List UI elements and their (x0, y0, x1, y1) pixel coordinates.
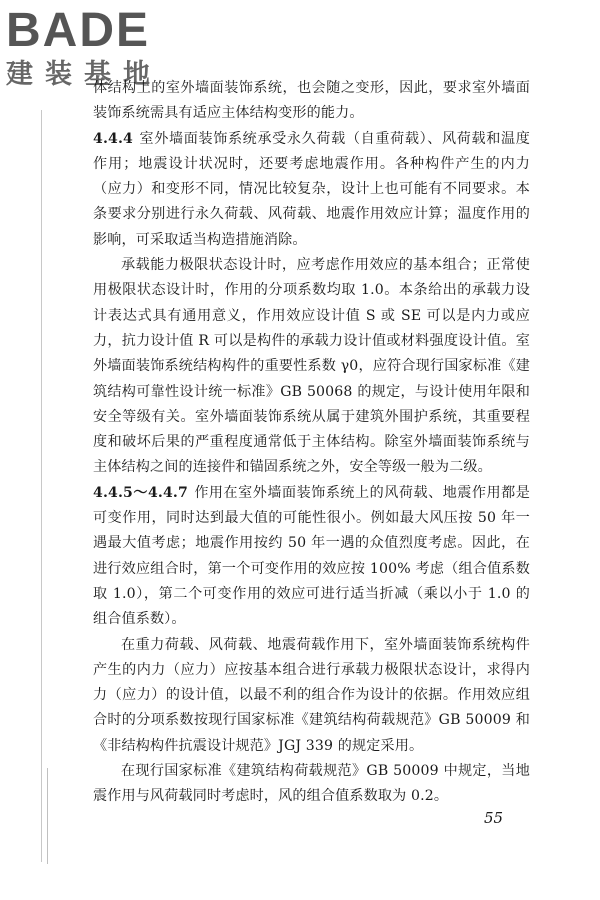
paragraph-text: 在现行国家标准《建筑结构荷载规范》GB 50009 中规定，当地震作用与风荷载同时考虑时，风的组合值系数取为 0.2。 (93, 763, 530, 805)
logo-brand-text: BADE (6, 4, 151, 57)
paragraph-load-combination (93, 633, 530, 759)
logo-subtitle: 建装基地 (6, 59, 162, 90)
paragraph-text: 在重力荷载、风荷载、地震荷载作用下，室外墙面装饰系统构件产生的内力（应力）应按基本组合进行承载力极限状态设计，求得内力（应力）的设计值，以最不利的组合作为设计的依据。作用效应组合时的分项系数按现行国家标准《建筑结构荷载规范》GB 50009 和《非结构构件抗震设计规范》JGJ 339 的规定采用。 (93, 636, 530, 754)
clause-4-4-4 (93, 127, 530, 253)
page-number: 55 (484, 809, 504, 827)
paragraph-text: 室外墙面装饰系统承受永久荷载（自重荷载）、风荷载和温度作用；地震设计状况时，还要考虑地震作用。各种构件产生的内力（应力）和变形不同，情况比较复杂，设计上也可能有不同要求。本条要求分别进行永久荷载、风荷载、地震作用效应计算；温度作用的影响，可采取适当构造措施消除。 (93, 130, 530, 248)
paragraph-limit-state (93, 253, 530, 481)
page-body (93, 76, 530, 810)
paragraph-text: 作用在室外墙面装饰系统上的风荷载、地震作用都是可变作用，同时达到最大值的可能性很小。例如最大风压按 50 年一遇最大值考虑；地震作用按约 50 年一遇的众值烈度考虑。因此，在进行效应组合时，第一个可变作用的效应按 100% 考虑（组合值系数取 1.0），第二个可变作用的效应可进行适当折减（乘以小于 1.0 的组合值系数）。 (93, 484, 530, 628)
binding-margin-line (41, 110, 42, 862)
clause-4-4-5-to-4-4-7 (93, 481, 530, 633)
paragraph-continued (93, 76, 530, 127)
clause-number: 4.4.5～4.4.7 (93, 484, 188, 501)
paragraph-text: 体结构上的室外墙面装饰系统，也会随之变形，因此，要求室外墙面装饰系统需具有适应主体结构变形的能力。 (93, 80, 530, 122)
scan-edge-mark (47, 768, 48, 864)
paragraph-wind-factor (93, 759, 530, 810)
paragraph-text: 承载能力极限状态设计时，应考虑作用效应的基本组合；正常使用极限状态设计时，作用的分项系数均取 1.0。本条给出的承载力设计表达式具有通用意义，作用效应设计值 S 或 SE 可以是内力或应力，抗力设计值 R 可以是构件的承载力设计值或材料强度设计值。室外墙面装饰系统结构构件的重要性系数 γ0，应符合现行国家标准《建筑结构可靠性设计统一标准》GB 50068 的规定，与设计使用年限和安全等级有关。室外墙面装饰系统从属于建筑外围护系统，其重要程度和破坏后果的严重程度通常低于主体结构。除室外墙面装饰系统与主体结构之间的连接件和锚固系统之外，安全等级一般为二级。 (93, 257, 530, 476)
clause-number: 4.4.4 (93, 130, 133, 147)
